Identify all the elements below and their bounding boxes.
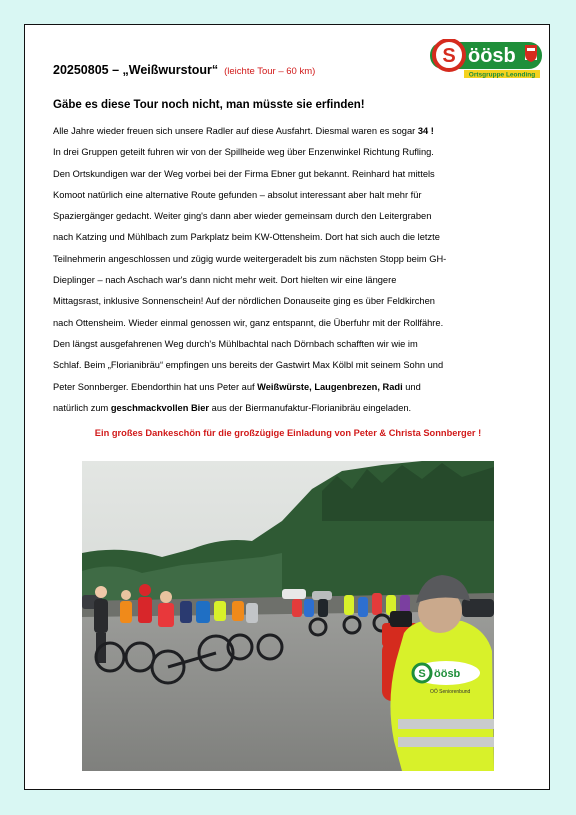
document-page: [24, 24, 550, 790]
logo-brand: öösb: [468, 45, 516, 67]
tour-title: 20250805 – „Weißwurstour“: [53, 63, 219, 77]
article-line: [53, 291, 531, 312]
article-line: [53, 313, 531, 334]
line-text: Spaziergänger gedacht. Weiter ging's dann aber wieder gemeinsam durch den Leitergraben: [53, 211, 432, 222]
vest-brand: öösb: [434, 668, 461, 680]
article-line: [53, 142, 531, 163]
line-text: Peter Sonnberger. Ebendorthin hat uns Peter auf: [53, 381, 258, 392]
article-line: [53, 206, 531, 227]
article-line: [53, 164, 531, 185]
line-text: Mittagsrast, inklusive Sonnenschein! Auf der nördlichen Donauseite ging es über Feldkirchen: [53, 296, 435, 307]
line-text: nach Katzing und Mühlbach zum Parkplatz beim KW-Ottensheim. Dort hat sich auch die letzte: [53, 232, 440, 243]
article-headline: Gäbe es diese Tour noch nicht, man müsste sie erfinden!: [53, 99, 365, 111]
tour-subtitle: (leichte Tour – 60 km): [224, 66, 316, 77]
bold-text: Weißwürste, Laugenbrezen, Radi: [257, 381, 403, 392]
line-text: und: [402, 381, 421, 392]
line-text: Schlaf. Beim „Florianibräu“ empfingen uns bereits der Gastwirt Max Kölbl mit seinem Sohn und: [53, 360, 444, 371]
article-line: [53, 398, 531, 419]
line-text: In drei Gruppen geteilt fuhren wir von der Spillheide weg über Enzenwinkel Richtung Rufling.: [53, 147, 434, 158]
document-title: [53, 63, 315, 77]
vest-emblem-letter: S: [418, 668, 426, 680]
article-line: [53, 185, 531, 206]
coat-of-arms-icon: [525, 45, 537, 62]
bold-text: 34 !: [417, 126, 434, 136]
line-text: Dieplinger – nach Aschach war's dann nicht mehr weit. Dort hielten wir eine längere: [53, 275, 397, 286]
thank-you-note: Ein großes Dankeschön für die großzügige Einladung von Peter & Christa Sonnberger !: [94, 428, 482, 438]
bold-text: geschmackvollen Bier: [110, 402, 210, 413]
line-text: Den längst ausgefahrenen Weg durch's Mühlbachtal nach Dörnbach schafften wir wie im: [53, 338, 418, 349]
article-line: [53, 355, 531, 376]
line-text: Den Ortskundigen war der Weg vorbei bei der Firma Ebner gut bekannt. Reinhard hat mittels: [53, 168, 435, 179]
logo-tagline: Ortsgruppe Leonding: [468, 71, 536, 79]
article-line: [53, 249, 531, 270]
article-line: [53, 377, 531, 398]
line-text: Komoot natürlich eine alternative Route gefunden – absolut interessant aber halt mehr für: [53, 189, 422, 200]
line-text: aus der Biermanufaktur-Florianibräu eingeladen.: [209, 402, 412, 413]
article-line: [53, 270, 531, 291]
article-line: [53, 227, 531, 248]
group-photo: [82, 461, 494, 771]
article-line: [53, 334, 531, 355]
article-line: [53, 121, 531, 142]
article-body: [53, 121, 531, 419]
line-text: natürlich zum: [53, 402, 111, 413]
logo-emblem-letter: S: [442, 45, 456, 67]
oosb-logo: [430, 39, 542, 79]
line-text: Teilnehmerin angeschlossen und zügig wurde weitergeradelt bis zum nächsten Stopp beim GH-: [53, 253, 447, 264]
line-text: nach Ottensheim. Wieder einmal genossen wir, ganz entspannt, die Überfuhr mit der Rollfähre.: [53, 317, 444, 328]
vest-tagline: OÖ Seniorenbund: [430, 689, 471, 695]
line-text: Alle Jahre wieder freuen sich unsere Radler auf diese Ausfahrt. Diesmal waren es sogar: [53, 126, 418, 136]
